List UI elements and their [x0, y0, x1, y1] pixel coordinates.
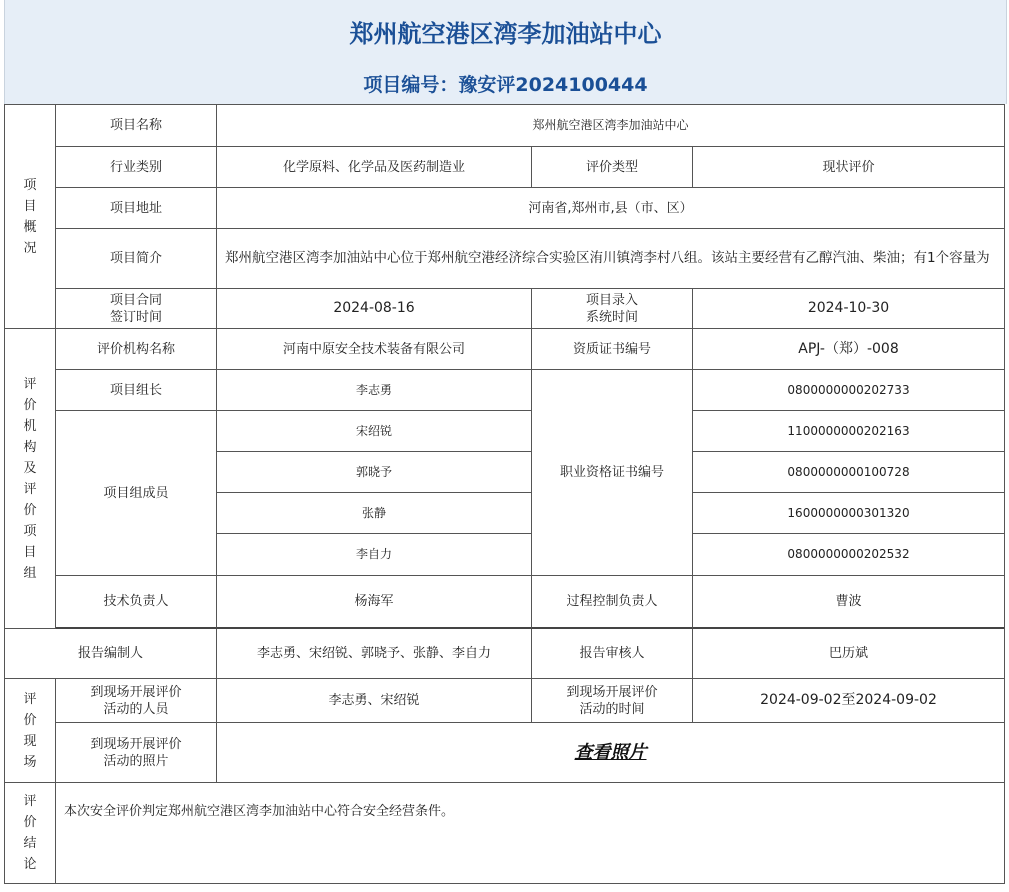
contract-time-label [56, 289, 217, 329]
entry-time-label [532, 289, 693, 329]
member-cert: 0800000000202532 [693, 534, 1004, 576]
tech-label: 技术负责人 [56, 576, 217, 629]
cert-value: APJ-（郑）-008 [693, 329, 1004, 370]
address-value: 河南省,郑州市,县（市、区） [217, 188, 1004, 229]
group-label-agency [5, 329, 56, 629]
group-label-text: 评价现场 [23, 691, 37, 770]
group-label-text: 评价结论 [23, 794, 37, 872]
entry-time-value: 2024-10-30 [693, 289, 1004, 329]
page-header [4, 0, 1007, 104]
site-people-label-line1: 到现场开展评价 [90, 684, 182, 700]
site-time-label [532, 679, 693, 723]
site-photo-label-line1: 到现场开展评价 [90, 736, 182, 752]
org-value: 河南中原安全技术装备有限公司 [217, 329, 532, 370]
member-cert: 1100000000202163 [693, 411, 1004, 452]
leader-label: 项目组长 [56, 370, 217, 411]
entry-time-label-line1: 项目录入 [585, 292, 638, 308]
reviewer-value: 巴历斌 [693, 629, 1004, 679]
name-label: 项目名称 [56, 105, 217, 147]
group-label-overview [5, 105, 56, 329]
group-label-text: 评价机构及评价项目组 [23, 376, 37, 581]
member-name: 宋绍锐 [217, 411, 532, 452]
site-people-label-line2: 活动的人员 [103, 701, 169, 717]
member-name: 张静 [217, 493, 532, 534]
group-label-text: 项目概况 [23, 177, 37, 256]
site-photo-cell [217, 723, 1004, 783]
industry-value: 化学原料、化学品及医药制造业 [217, 147, 532, 188]
contract-time-label-line1: 项目合同 [109, 292, 162, 308]
member-cert: 0800000000100728 [693, 452, 1004, 493]
eval-type-label: 评价类型 [532, 147, 693, 188]
author-label: 报告编制人 [5, 629, 217, 679]
org-label: 评价机构名称 [56, 329, 217, 370]
qual-cert-label: 职业资格证书编号 [532, 370, 693, 576]
tech-value: 杨海军 [217, 576, 532, 629]
leader-name: 李志勇 [217, 370, 532, 411]
name-value: 郑州航空港区湾李加油站中心 [217, 105, 1004, 147]
view-photos-link[interactable]: 查看照片 [574, 742, 647, 763]
conclusion-text: 本次安全评价判定郑州航空港区湾李加油站中心符合安全经营条件。 [64, 804, 455, 819]
member-name: 李自力 [217, 534, 532, 576]
site-people-value: 李志勇、宋绍锐 [217, 679, 532, 723]
summary-value: 郑州航空港区湾李加油站中心位于郑州航空港经济综合实验区洧川镇湾李村八组。该站主要经营有乙醇汽油、柴油；有1个容量为 [217, 229, 1004, 289]
group-label-site [5, 679, 56, 783]
process-label: 过程控制负责人 [532, 576, 693, 629]
contract-time-label-line2: 签订时间 [109, 309, 162, 325]
page-title: 郑州航空港区湾李加油站中心 [349, 20, 662, 48]
eval-type-value: 现状评价 [693, 147, 1004, 188]
address-label: 项目地址 [56, 188, 217, 229]
info-table [4, 104, 1005, 884]
author-value: 李志勇、宋绍锐、郭晓予、张静、李自力 [217, 629, 532, 679]
entry-time-label-line2: 系统时间 [585, 309, 638, 325]
member-cert: 1600000000301320 [693, 493, 1004, 534]
site-time-value: 2024-09-02至2024-09-02 [693, 679, 1004, 723]
members-label: 项目组成员 [56, 411, 217, 576]
process-value: 曹波 [693, 576, 1004, 629]
reviewer-label: 报告审核人 [532, 629, 693, 679]
cert-label: 资质证书编号 [532, 329, 693, 370]
group-label-conclusion [5, 783, 56, 883]
site-time-label-line1: 到现场开展评价 [566, 684, 658, 700]
industry-label: 行业类别 [56, 147, 217, 188]
project-code: 项目编号：豫安评2024100444 [363, 74, 648, 96]
site-time-label-line2: 活动的时间 [579, 701, 645, 717]
member-name: 郭晓予 [217, 452, 532, 493]
contract-time-value: 2024-08-16 [217, 289, 532, 329]
leader-cert: 0800000000202733 [693, 370, 1004, 411]
site-photo-label [56, 723, 217, 783]
site-people-label [56, 679, 217, 723]
summary-label: 项目简介 [56, 229, 217, 289]
site-photo-label-line2: 活动的照片 [103, 753, 169, 769]
